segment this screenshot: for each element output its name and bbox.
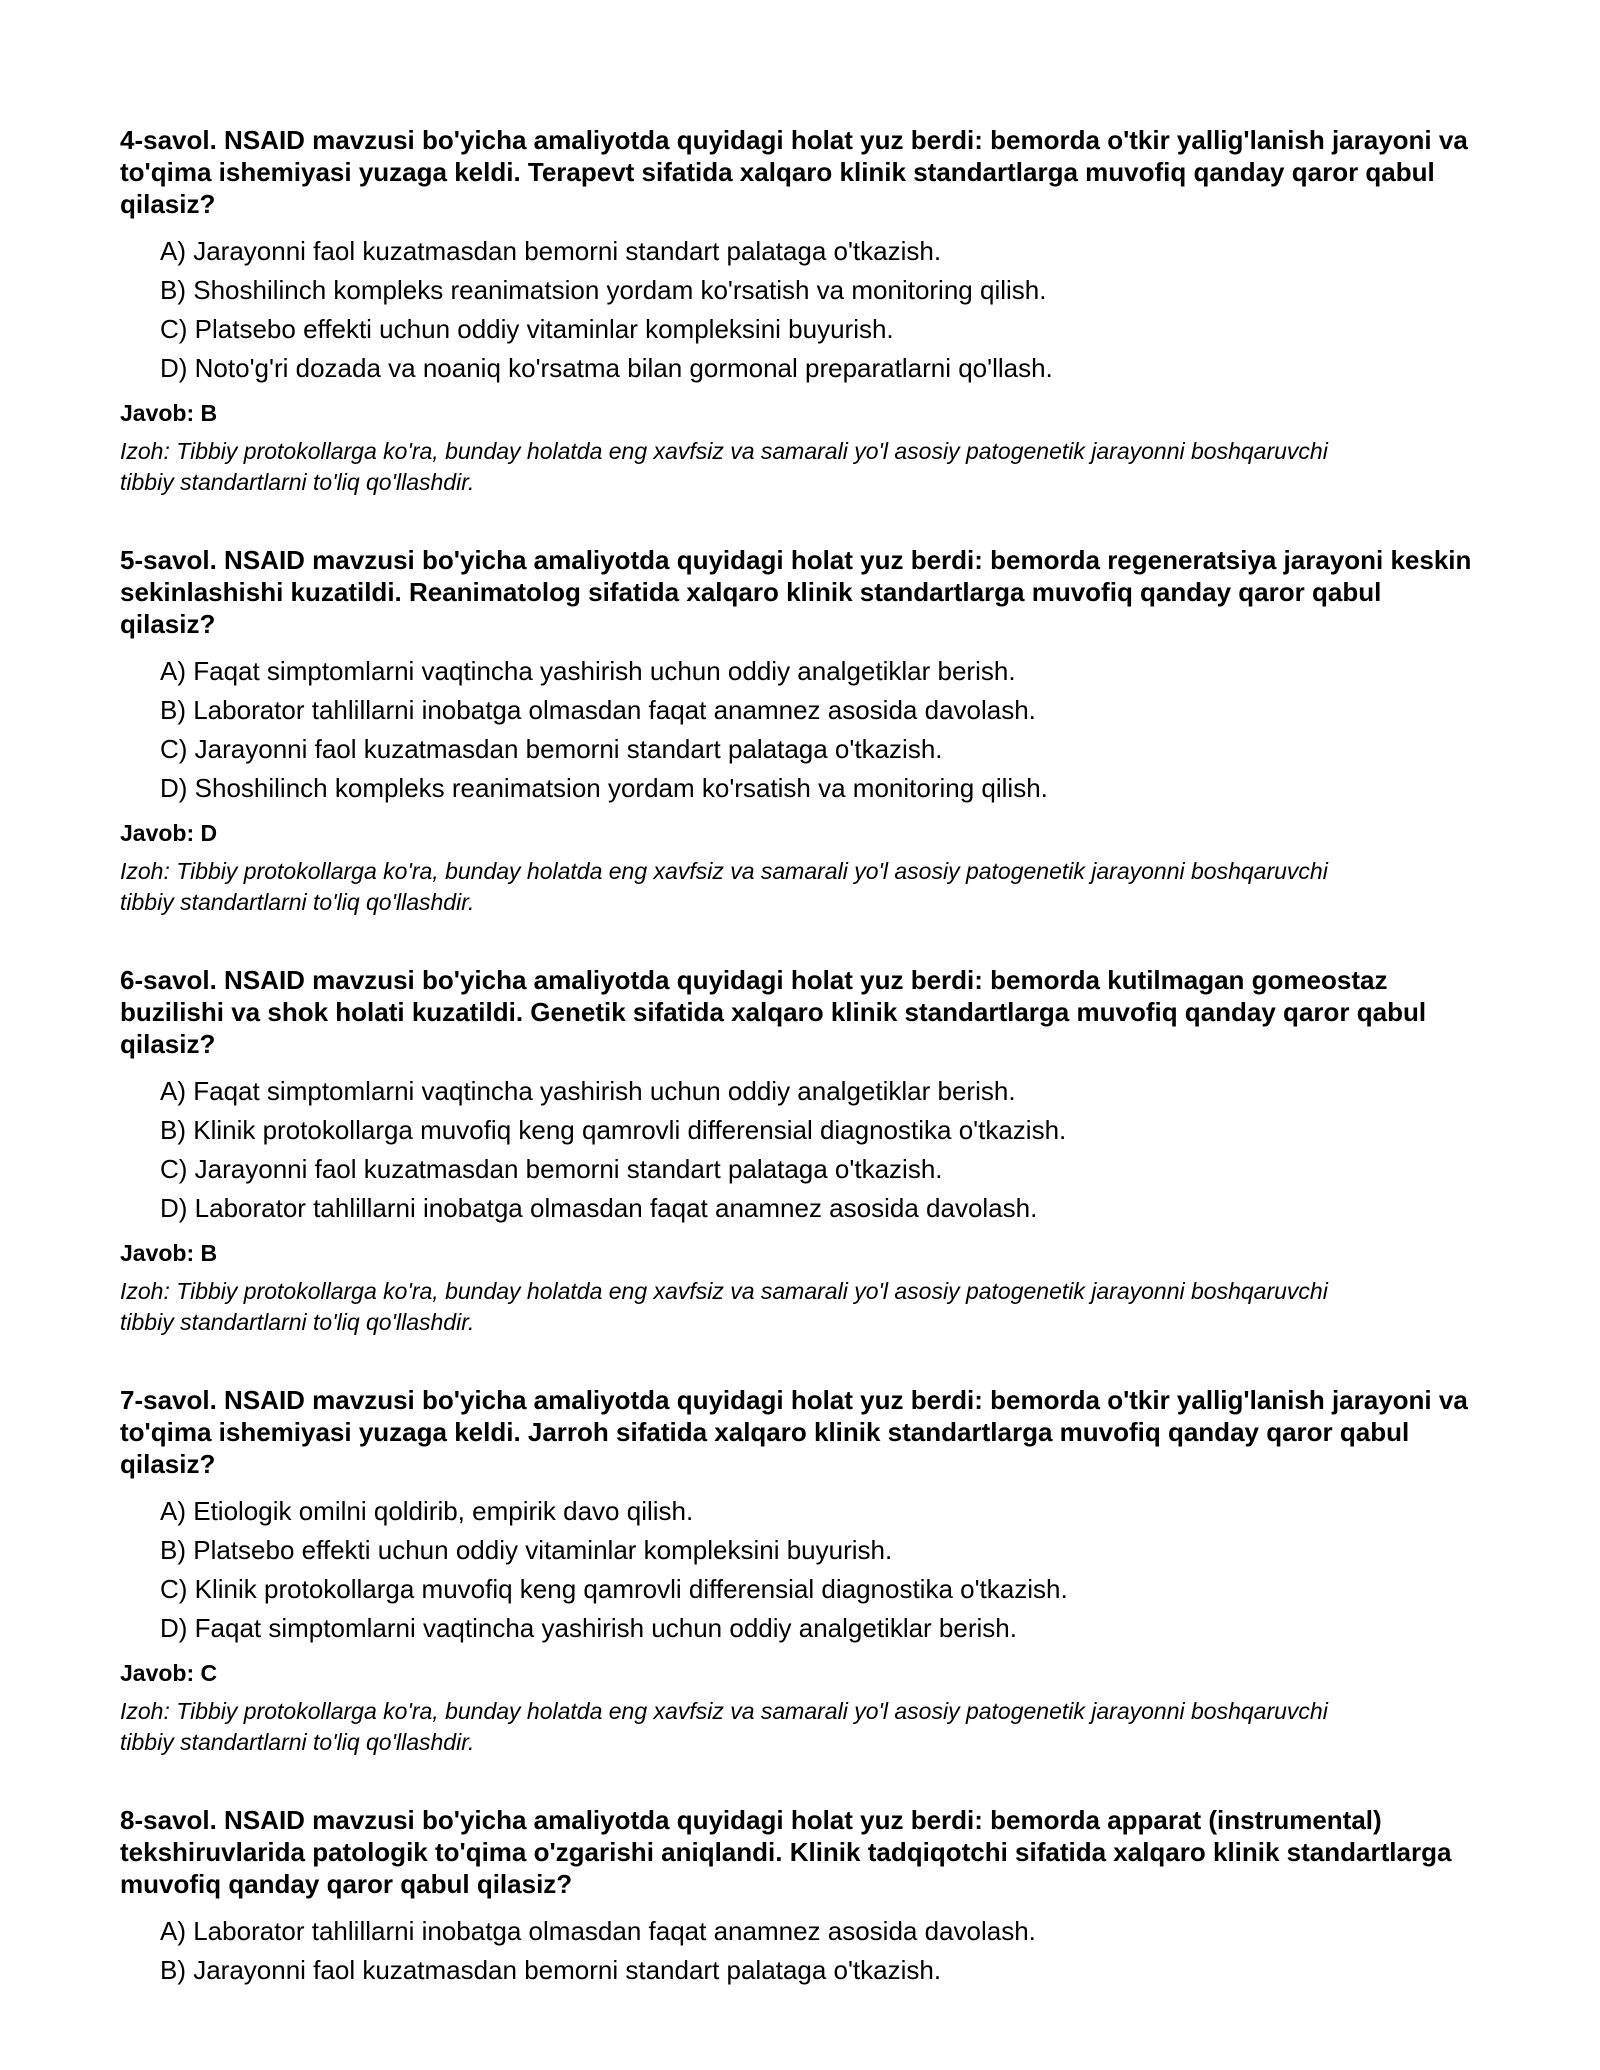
option-b: B) Klinik protokollarga muvofiq keng qamrovli differensial diagnostika o'tkazish. (160, 1115, 1067, 1145)
options-list (160, 232, 1480, 388)
option-d: D) Faqat simptomlarni vaqtincha yashirish uchun oddiy analgetiklar berish. (160, 1613, 1017, 1643)
question-title: 7-savol. NSAID mavzusi bo'yicha amaliyotda quyidagi holat yuz berdi: bemorda o'tkir yallig'lanish jarayoni va to'qima ishemiyasi yuzaga keldi. Jarroh sifatida xalqaro klinik standartlarga muvofiq qanday qaror qabul qilasiz? (120, 1385, 1468, 1479)
options-list (160, 1492, 1480, 1648)
option-a: A) Laborator tahlillarni inobatga olmasdan faqat anamnez asosida davolash. (160, 1916, 1036, 1946)
explanation-note: Izoh: Tibbiy protokollarga ko'ra, bunday holatda eng xavfsiz va samarali yo'l asosiy patogenetik jarayonni boshqaruvchi tibbiy standartlarni to'liq qo'llashdir. (120, 858, 1328, 915)
question-block (120, 964, 1480, 1338)
option-c: C) Klinik protokollarga muvofiq keng qamrovli differensial diagnostika o'tkazish. (160, 1574, 1068, 1604)
option-a: A) Jarayonni faol kuzatmasdan bemorni standart palataga o'tkazish. (160, 236, 942, 266)
question-block (120, 1384, 1480, 1758)
option-c: C) Jarayonni faol kuzatmasdan bemorni standart palataga o'tkazish. (160, 734, 943, 764)
explanation-note: Izoh: Tibbiy protokollarga ko'ra, bunday holatda eng xavfsiz va samarali yo'l asosiy patogenetik jarayonni boshqaruvchi tibbiy standartlarni to'liq qo'llashdir. (120, 1278, 1328, 1335)
option-b: B) Laborator tahlillarni inobatga olmasdan faqat anamnez asosida davolash. (160, 695, 1036, 725)
explanation-note: Izoh: Tibbiy protokollarga ko'ra, bunday holatda eng xavfsiz va samarali yo'l asosiy patogenetik jarayonni boshqaruvchi tibbiy standartlarni to'liq qo'llashdir. (120, 1698, 1328, 1755)
option-a: A) Faqat simptomlarni vaqtincha yashirish uchun oddiy analgetiklar berish. (160, 1076, 1016, 1106)
option-d: D) Shoshilinch kompleks reanimatsion yordam ko'rsatish va monitoring qilish. (160, 773, 1048, 803)
question-title: 8-savol. NSAID mavzusi bo'yicha amaliyotda quyidagi holat yuz berdi: bemorda apparat (instrumental) tekshiruvlarida patologik to'qima o'zgarishi aniqlandi. Klinik tadqiqotchi sifatida xalqaro klinik standartlarga muvofiq qanday qaror qabul qilasiz? (120, 1805, 1452, 1899)
option-c: C) Platsebo effekti uchun oddiy vitaminlar kompleksini buyurish. (160, 314, 894, 344)
question-title: 5-savol. NSAID mavzusi bo'yicha amaliyotda quyidagi holat yuz berdi: bemorda regeneratsiya jarayoni keskin sekinlashishi kuzatildi. Reanimatolog sifatida xalqaro klinik standartlarga muvofiq qanday qaror qabul qilasiz? (120, 545, 1472, 639)
question-block (120, 1804, 1480, 1990)
option-c: C) Jarayonni faol kuzatmasdan bemorni standart palataga o'tkazish. (160, 1154, 943, 1184)
answer-label: Javob: B (120, 1240, 218, 1266)
option-d: D) Laborator tahlillarni inobatga olmasdan faqat anamnez asosida davolash. (160, 1193, 1038, 1223)
question-block (120, 544, 1480, 918)
question-title: 6-savol. NSAID mavzusi bo'yicha amaliyotda quyidagi holat yuz berdi: bemorda kutilmagan gomeostaz buzilishi va shok holati kuzatildi. Genetik sifatida xalqaro klinik standartlarga muvofiq qanday qaror qabul qilasiz? (120, 965, 1427, 1059)
question-title: 4-savol. NSAID mavzusi bo'yicha amaliyotda quyidagi holat yuz berdi: bemorda o'tkir yallig'lanish jarayoni va to'qima ishemiyasi yuzaga keldi. Terapevt sifatida xalqaro klinik standartlarga muvofiq qanday qaror qabul qilasiz? (120, 125, 1468, 219)
option-d: D) Noto'g'ri dozada va noaniq ko'rsatma bilan gormonal preparatlarni qo'llash. (160, 353, 1053, 383)
option-b: B) Shoshilinch kompleks reanimatsion yordam ko'rsatish va monitoring qilish. (160, 275, 1047, 305)
answer-label: Javob: C (120, 1660, 218, 1686)
answer-label: Javob: D (120, 820, 218, 846)
option-b: B) Platsebo effekti uchun oddiy vitaminlar kompleksini buyurish. (160, 1535, 893, 1565)
explanation-note: Izoh: Tibbiy protokollarga ko'ra, bunday holatda eng xavfsiz va samarali yo'l asosiy patogenetik jarayonni boshqaruvchi tibbiy standartlarni to'liq qo'llashdir. (120, 438, 1328, 495)
options-list (160, 1072, 1480, 1228)
option-b: B) Jarayonni faol kuzatmasdan bemorni standart palataga o'tkazish. (160, 1955, 942, 1985)
question-block (120, 124, 1480, 498)
answer-label: Javob: B (120, 400, 218, 426)
options-list (160, 652, 1480, 808)
option-a: A) Faqat simptomlarni vaqtincha yashirish uchun oddiy analgetiklar berish. (160, 656, 1016, 686)
options-list (160, 1912, 1480, 1990)
option-a: A) Etiologik omilni qoldirib, empirik davo qilish. (160, 1496, 694, 1526)
